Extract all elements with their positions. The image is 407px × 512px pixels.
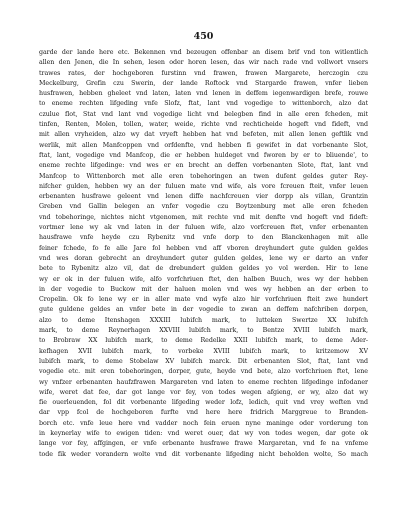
text-line: in keynerlay wife to ewigen tiden: vnd weret ouer, dat wy von todes wegen, dar gote ok [39, 429, 368, 437]
text-line: feiner fchede, fo fe alle Jare fol hebben vnd aff vboren dreyhundert gute gulden geldes [39, 244, 368, 252]
text-line: alzo to deme Itenshagen XXXIII lubifch mark, to lutteken Swertze XX lubifch [39, 316, 368, 324]
text-line: fie ouerleuenden, fol dit vorbenante lifgeding weder lofz, ledich, quit vnd vrey weften vnd [39, 399, 368, 407]
text-line: werlik, mit allen Manfcoppen vnd orfdenfte, vnd hebben fi gewifet in dat vorbenante Slot, [39, 141, 368, 149]
text-line: hausfrawe vnfe heyde czu Rybenitz vnd vnfe dorp to den Blanckenhagen mit alle [39, 234, 368, 242]
text-line: lubifch mark, to deme Stobelaw XV lubifch marck. Dit erbenanten Slot, ftat, lant vnd [39, 357, 368, 365]
text-line: borch etc. vnfe leue here vnd vadder noch fein eruen nyne maninge oder vorderung ton [39, 419, 368, 427]
text-line: lange vor fey, affgingen, er vnfe erbenante husfrawe frawe Margaretan, vnd fe na vnfeme [39, 440, 368, 448]
text-line: wife, weret dat fee, dar got lange vor fey, von todes wegen afgieng, er wy, alzo dat wy [39, 388, 368, 396]
text-line: Meckelburg, Grefin czu Swerin, der lande Roftock vnd Stargarde frawen, vnfer lieben [39, 79, 368, 87]
page-number: 450 [193, 31, 214, 42]
text-line: mit allen vryheiden, alzo wy dat vryeft hebben hat vnd befeten, mit allen lenen geftlik vnd [39, 131, 368, 139]
text-line: vortmer lene wy ak vnd laten in der fuluen wife, alzo vorfcreuen ftet, vnfer erbenanten [39, 224, 368, 232]
text-line: to eneme rechten lifgeding vnfe Slofz, ftat, lant vnd vogedige to wittenborch, alzo dat [39, 100, 368, 108]
text-line: garde der lande here etc. Bekennen vnd bezeugen offenbar an disem brif vnd ton witlentlich [39, 49, 368, 56]
text-line: allen den Jenen, die In sehen, lesen oder horen lesen, das wir nach rade vnd vollwort vnsers [39, 59, 368, 67]
text-line: Manfcop to Wittenborch met alle eren tobehoringen an twen dufent geldes guter Rey- [39, 172, 368, 180]
text-line: nifcher gulden, hebben wy an der fuluen mate vnd wife, als vore fcreuen fteit, vnfer leuen [39, 182, 368, 190]
text-line: vnd tobehoringe, nichtes nicht vtgenomen, mit rechte vnd mit denfte vnd hogeft vnd fideft: [39, 213, 368, 221]
text-line: mark, to deme Reynerhagen XXVIII lubifch mark, to Bentze XVIII lubifch mark, [39, 327, 368, 335]
text-line: tode fik weder vorandern wolte vnd dit vorbenante lifgeding nicht beholden wolte, So mach [39, 450, 368, 458]
document-text-body [39, 48, 368, 460]
text-line: wy er ok in der fuluen wife, alfo vorfchriuen ftet, den halben Buuch, wes wy der hebben [39, 275, 368, 283]
text-line: czulue flot, Stat vnd lant vnd vogedige licht vnd belegben find in alle eren fcheden, mit [39, 110, 368, 118]
text-line: gute guldene geldes an vnfer bete in der vogedie to zwan an deffem nafchriben dorpen, [39, 306, 368, 314]
text-line: to Brobraw XX lubifch mark, to deme Redelke XXII lubifch mark, to deme Ader- [39, 337, 368, 345]
text-line: husfrawen, hebben gheleet vnd laten, laten vnd lenen in deffem iegenwardigen brefe, rouwe [39, 90, 368, 98]
text-line: erbenanten husfrawe geleent vnd lenen diffe nachfcreuen vier dorpp als villan, Grantzin [39, 193, 368, 201]
text-line: Greben vnd Gallin belegen an vnfer vogedie czu Boytzenburg met alle eren fcheden [39, 203, 368, 211]
text-line: trawes rates, der hochgeboren furstinn vnd frawen, frawen Margarete, herczogin czu [39, 69, 368, 77]
text-line: vogedie etc. mit eren tobehoringen, dorper, gute, heyde vnd bete, alzo vorfchriuen ftet, lene [39, 368, 368, 376]
text-line: ftat, lant, vogedige vnd Manfcop, die er hebben huldeget vnd fworen by er to bliuende', to [39, 151, 368, 159]
text-line: kefhagen XVII lubifch mark, to vorbeke XVIII lubifch mark, to kritzemow XV [39, 347, 368, 355]
text-line: in der vogedie to Buckow mit der haluen molen vnd wes wy hebben an der erben to [39, 285, 368, 293]
text-line: Cropelin. Ok fo lene wy er in aller mate vnd wyfe alzo hir vorfchriuen fteit zwe hundert [39, 296, 368, 304]
text-line: bete to Rybenitz alzo vil, dat de drebundert gulden geldes yo vol werden. Hir to lene [39, 265, 368, 273]
text-line: vnd wes doran gebrecht an dreyhundert guter gulden geldes, lene wy er darto an vnfer [39, 254, 368, 262]
text-line: tinfen, Renten, Molen, tollen, water, weide, richte vnd rechticheide hogeft vnd fideft, vnd [39, 121, 368, 129]
text-line: dar vpp fcol de hochgeboren furfte vnd here here fridrich Marggreue to Branden- [39, 409, 368, 417]
text-line: wy vnfzer erbenanten haufzfrawen Margareten vnd laten to eneme rechten lifgedinge infodaner [39, 378, 368, 386]
text-line: eneme rechte lifgedinge: vnd wes er en brecht an deffen vorbenanten Slote, ftat, lant vnd [39, 162, 368, 170]
